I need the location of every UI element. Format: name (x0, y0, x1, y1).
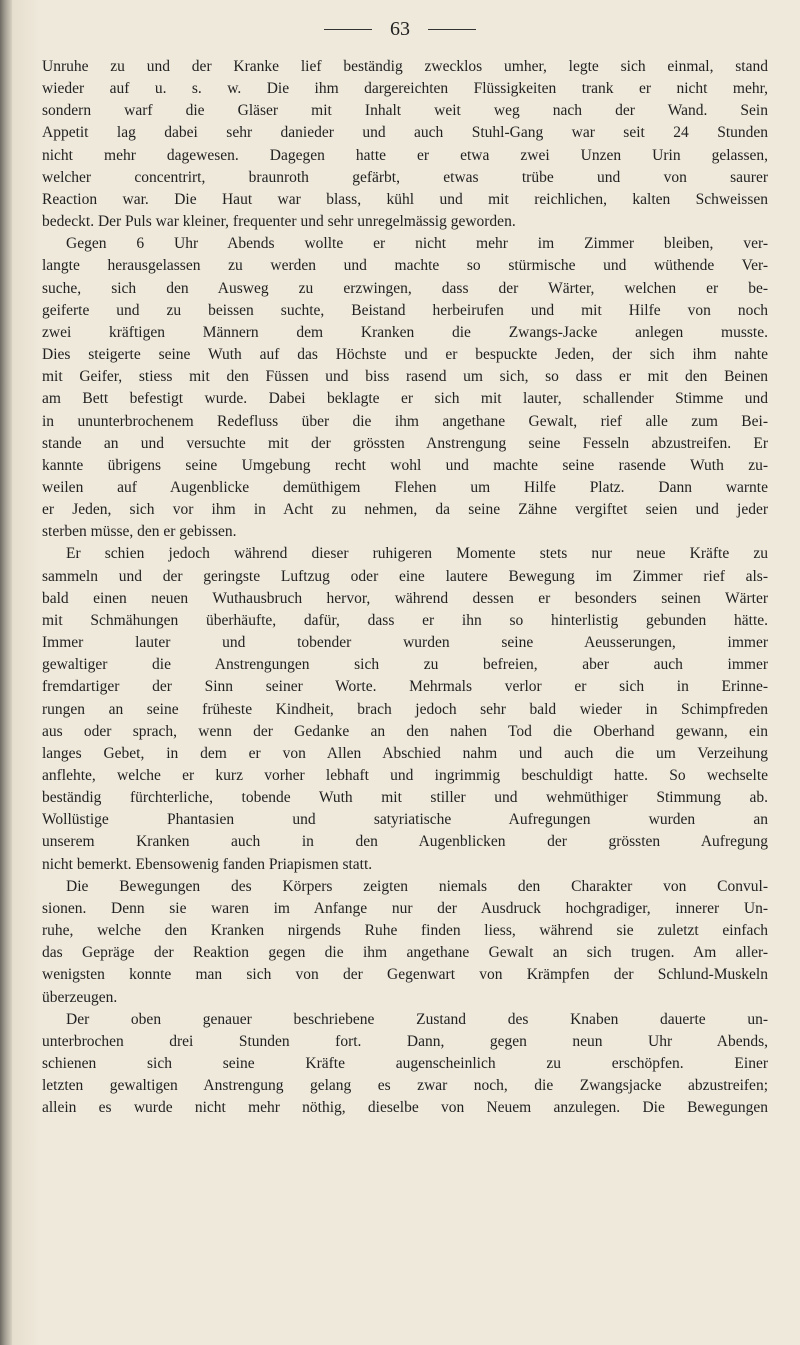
text-line: wenigsten konnte man sich von der Gegenwart von Krämpfen der Schlund-Muskeln (42, 966, 768, 984)
text-line: überzeugen. (42, 988, 118, 1006)
text-line: geiferte und zu beissen suchte, Beistand herbeirufen und mit Hilfe von noch (42, 301, 768, 319)
text-line: sterben müsse, den er gebissen. (42, 523, 237, 541)
text-line: Er schien jedoch während dieser ruhigeren Momente stets nur neue Kräfte zu (66, 545, 768, 563)
text-line: gewaltiger die Anstrengungen sich zu befreien, aber auch immer (42, 656, 768, 674)
text-line: allein es wurde nicht mehr nöthig, dieselbe von Neuem anzulegen. Die Bewegungen (42, 1099, 768, 1117)
text-line: zwei kräftigen Männern dem Kranken die Zwangs-Jacke anlegen musste. (42, 323, 768, 341)
text-line: Appetit lag dabei sehr danieder und auch Stuhl-Gang war seit 24 Stunden (42, 124, 768, 142)
text-line: sionen. Denn sie waren im Anfange nur der Ausdruck hochgradiger, innerer Un- (42, 899, 768, 917)
binding-edge (0, 0, 12, 1345)
text-line: nicht mehr dagewesen. Dagegen hatte er etwa zwei Unzen Urin gelassen, (42, 146, 768, 164)
text-line: Reaction war. Die Haut war blass, kühl und mit reichlichen, kalten Schweissen (42, 190, 768, 208)
page-number: 63 (390, 17, 410, 40)
text-line: Dies steigerte seine Wuth auf das Höchste und er bespuckte Jeden, der sich ihm nahte (42, 346, 768, 364)
text-line: beständig fürchterliche, tobende Wuth mit stiller und wehmüthiger Stimmung ab. (42, 789, 768, 807)
text-line: fremdartiger der Sinn seiner Worte. Mehrmals verlor er sich in Erinne- (42, 678, 768, 696)
text-line: am Bett befestigt wurde. Dabei beklagte er sich mit lauter, schallender Stimme und (42, 390, 768, 408)
body-text (42, 56, 768, 1120)
text-line: Immer lauter und tobender wurden seine Aeusserungen, immer (42, 634, 768, 652)
text-line: sondern warf die Gläser mit Inhalt weit weg nach der Wand. Sein (42, 102, 768, 120)
text-line: schienen sich seine Kräfte augenscheinlich zu erschöpfen. Einer (42, 1055, 768, 1073)
header-rule-left (324, 29, 372, 30)
text-line: nicht bemerkt. Ebensowenig fanden Priapismen statt. (42, 855, 373, 873)
text-line: bald einen neuen Wuthausbruch hervor, während dessen er besonders seinen Wärter (42, 589, 768, 607)
text-line: langes Gebet, in dem er von Allen Abschied nahm und auch die um Verzeihung (42, 744, 768, 762)
text-line: rungen an seine früheste Kindheit, brach jedoch sehr bald wieder in Schimpfreden (42, 700, 768, 718)
text-line: aus oder sprach, wenn der Gedanke an den nahen Tod die Oberhand gewann, ein (42, 722, 768, 740)
text-line: weilen auf Augenblicke demüthigem Flehen um Hilfe Platz. Dann warnte (42, 478, 768, 496)
text-line: bedeckt. Der Puls war kleiner, frequenter und sehr unregelmässig geworden. (42, 213, 516, 231)
text-line: mit Geifer, stiess mit den Füssen und biss rasend um sich, so dass er mit den Beinen (42, 368, 768, 386)
text-line: Unruhe zu und der Kranke lief beständig zwecklos umher, legte sich einmal, stand (42, 58, 768, 75)
text-line: sammeln und der geringste Luftzug oder eine lautere Bewegung im Zimmer rief als- (42, 567, 768, 585)
text-line: Der oben genauer beschriebene Zustand des Knaben dauerte un- (66, 1010, 768, 1028)
text-line: Die Bewegungen des Körpers zeigten niemals den Charakter von Convul- (66, 877, 768, 895)
text-line: er Jeden, sich vor ihm in Acht zu nehmen, da seine Zähne vergiftet seien und jeder (42, 501, 768, 519)
text-line: kannte übrigens seine Umgebung recht wohl und machte seine rasende Wuth zu- (42, 456, 768, 474)
text-line: stande an und versuchte mit der grössten Anstrengung seine Fesseln abzustreifen. Er (42, 434, 768, 452)
text-line: mit Schmähungen überhäufte, dafür, dass er ihn so hinterlistig gebunden hätte. (42, 611, 768, 629)
text-line: langte herausgelassen zu werden und machte so stürmische und wüthende Ver- (42, 257, 768, 275)
text-line: letzten gewaltigen Anstrengung gelang es zwar noch, die Zwangsjacke abzustreifen; (42, 1077, 768, 1095)
text-line: das Gepräge der Reaktion gegen die ihm angethane Gewalt an sich trugen. Am aller- (42, 944, 768, 962)
text-line: Wollüstige Phantasien und satyriatische Aufregungen wurden an (42, 811, 768, 829)
text-line: ruhe, welche den Kranken nirgends Ruhe finden liess, während sie zuletzt einfach (42, 922, 768, 940)
text-line: unserem Kranken auch in den Augenblicken der grössten Aufregung (42, 833, 768, 851)
text-line: suche, sich den Ausweg zu erzwingen, dass der Wärter, welchen er be- (42, 279, 768, 297)
text-line: Gegen 6 Uhr Abends wollte er nicht mehr im Zimmer bleiben, ver- (66, 235, 768, 253)
text-line: welcher concentrirt, braunroth gefärbt, etwas trübe und von saurer (42, 168, 768, 186)
page-header (0, 14, 800, 44)
text-line: anflehte, welche er kurz vorher lebhaft und ingrimmig beschuldigt hatte. So wechselte (42, 767, 768, 784)
header-rule-right (428, 29, 476, 30)
text-line: unterbrochen drei Stunden fort. Dann, gegen neun Uhr Abends, (42, 1032, 768, 1050)
text-line: in ununterbrochenem Redefluss über die ihm angethane Gewalt, rief alle zum Bei- (42, 412, 768, 430)
text-line: wieder auf u. s. w. Die ihm dargereichten Flüssigkeiten trank er nicht mehr, (42, 80, 768, 98)
